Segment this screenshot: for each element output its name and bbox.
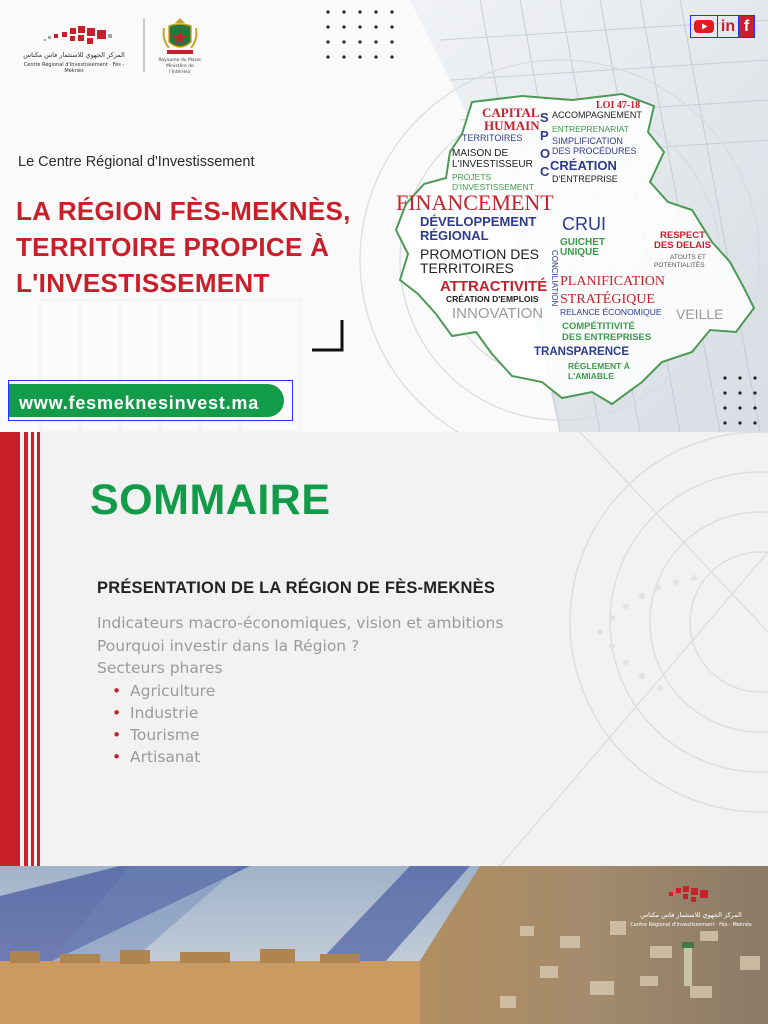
sommaire-item-2: Pourquoi investir dans la Région ? [97, 637, 360, 655]
youtube-link[interactable] [690, 15, 718, 38]
wc-regional: RÉGIONAL [420, 228, 489, 243]
linkedin-link[interactable] [717, 15, 739, 38]
wc-spoc-o: O [540, 146, 551, 161]
wc-conciliation: CONCILIATION [550, 250, 559, 307]
bullet: • [112, 726, 122, 744]
wc-lamiable: L'AMIABLE [568, 371, 614, 381]
sommaire-red-stripes [0, 432, 42, 866]
wc-simplification: SIMPLIFICATION [552, 136, 623, 146]
wc-relance: RELANCE ÉCONOMIQUE [560, 307, 662, 317]
bullet: • [112, 704, 122, 722]
wc-capital: CAPITAL [482, 105, 540, 120]
sector-item-tourisme [112, 726, 200, 744]
sector-label: Tourisme [130, 726, 200, 744]
wc-respect: RESPECT [660, 230, 705, 241]
headline-line-2: TERRITOIRE PROPICE À [16, 232, 330, 262]
wc-des-procedures: DES PROCÉDURES [552, 146, 637, 156]
cover-headline [16, 193, 376, 301]
wc-promotion: PROMOTION DES [420, 246, 540, 262]
wc-potentialites: POTENTIALITÉS [654, 262, 705, 269]
crest-caption-line2: Ministère de l'Intérieur [166, 64, 194, 75]
cover-page [0, 0, 768, 432]
cri-logo-mark [42, 22, 122, 50]
wc-dinvestissement: D'INVESTISSEMENT [452, 182, 534, 192]
wc-projets: PROJETS [452, 172, 492, 182]
facebook-icon: f [739, 16, 754, 37]
wc-dentreprise: D'ENTREPRISE [552, 174, 618, 184]
sommaire-page [0, 432, 768, 866]
wc-accompagnement: ACCOMPAGNEMENT [552, 110, 642, 120]
wc-crui: CRUI [562, 214, 606, 234]
wc-transparence: TRANSPARENCE [534, 346, 629, 358]
city-photo-page [0, 866, 768, 1024]
photo-logo-french: Centre Régional d'Investissement · Fès - Meknès [630, 922, 752, 928]
wc-spoc-s: S [540, 110, 549, 125]
website-pill [9, 384, 284, 417]
wc-atouts: ATOUTS ET [670, 254, 706, 261]
wc-financement: FINANCEMENT [396, 190, 554, 215]
wc-developpement: DÉVELOPPEMENT [420, 214, 537, 229]
photo-logo-arabic: المركز الجهوي للاستثمار فاس مكناس [640, 911, 742, 919]
wc-des-delais: DES DELAIS [654, 240, 712, 251]
sector-item-artisanat [112, 748, 200, 766]
linkedin-icon: in [720, 18, 736, 35]
website-url: www.fesmeknesinvest.ma [19, 393, 260, 413]
wc-des-entreprises: DES ENTREPRISES [562, 332, 652, 343]
wc-veille: VEILLE [676, 306, 724, 322]
wc-planification: PLANIFICATION [560, 274, 665, 289]
crest-caption-line1: Royaume du Maroc [158, 58, 202, 63]
wc-spoc-p: P [540, 128, 549, 143]
wc-investisseur: L'INVESTISSEUR [452, 159, 533, 170]
wc-humain: HUMAIN [484, 118, 540, 133]
sector-item-industrie [112, 704, 198, 722]
sommaire-section-heading: PRÉSENTATION DE LA RÉGION DE FÈS-MEKNÈS [97, 579, 496, 597]
sommaire-title: SOMMAIRE [90, 476, 331, 524]
wc-strategique: STRATÉGIQUE [560, 292, 655, 307]
wc-attractivite: ATTRACTIVITÉ [440, 278, 548, 295]
headline-line-3: L'INVESTISSEMENT [16, 268, 270, 298]
city-photo [0, 866, 768, 1024]
youtube-icon [691, 16, 717, 37]
wc-territoires: TERRITOIRES [462, 133, 523, 143]
cri-logo-french: Centre Régional d'Investissement · Fès - Meknès [23, 62, 125, 74]
wc-loi: LOI 47-18 [596, 100, 641, 111]
wc-creation-emplois: CRÉATION D'EMPLOIS [446, 294, 539, 304]
wc-guichet: GUICHET [560, 237, 605, 248]
wc-competitivite: COMPÉTITIVITÉ [562, 321, 635, 332]
wc-creation: CRÉATION [550, 158, 617, 173]
wc-spoc-c: C [540, 164, 550, 179]
cover-subtitle: Le Centre Régional d'Investissement [18, 154, 255, 170]
sector-label: Artisanat [130, 748, 201, 766]
sector-item-agriculture [112, 682, 215, 700]
bullet: • [112, 748, 122, 766]
wc-reglement: RÈGLEMENT À [568, 361, 630, 371]
wc-innovation: INNOVATION [452, 305, 544, 322]
sommaire-item-3: Secteurs phares [97, 659, 223, 677]
crest-icon [161, 16, 199, 56]
sommaire-item-1: Indicateurs macro-économiques, vision et ambitions [97, 614, 504, 632]
website-link[interactable] [8, 380, 293, 421]
facebook-link[interactable] [738, 15, 755, 38]
region-word-cloud [392, 92, 762, 410]
wc-entrepreneuriat: ENTREPRENARIAT [552, 124, 629, 134]
cri-logo [14, 22, 134, 74]
sector-label: Agriculture [130, 682, 216, 700]
wc-maison: MAISON DE [452, 148, 509, 159]
wc-unique: UNIQUE [560, 247, 599, 258]
wc-territoires2: TERRITOIRES [420, 260, 514, 276]
sector-label: Industrie [130, 704, 199, 722]
cri-logo-arabic: المركز الجهوي للاستثمار فاس مكناس [23, 51, 125, 59]
bullet: • [112, 682, 122, 700]
royal-crest [155, 16, 205, 74]
headline-line-1: LA RÉGION FÈS-MEKNÈS, [16, 196, 351, 226]
